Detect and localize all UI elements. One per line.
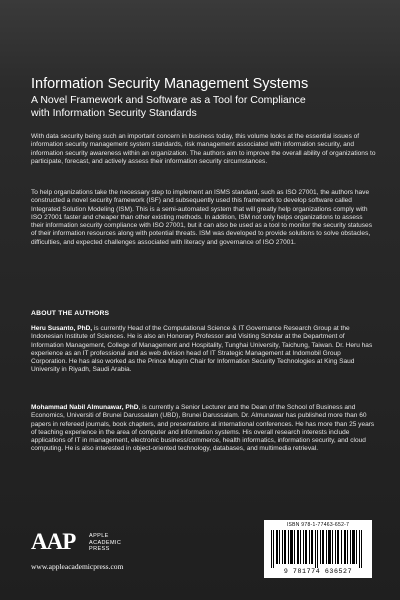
barcode-image [269,530,367,568]
publisher-name [89,533,121,553]
author-2-bio [31,404,376,454]
author-2-name: Mohammad Nabil Almunawar, PhD [31,404,139,411]
book-subtitle [31,94,376,119]
publisher-logo [31,530,151,558]
description-paragraph-1: With data security being such an important concern in business today, this volume looks at the essential issues of information security management system standards, risk management associated with information security, and information security awareness within an organization. The authors aim to improve the overall ability of organizations to participate, forecast, and actively assess their information security circumstances. [31,133,376,165]
author-1-name: Heru Susanto, PhD, [31,325,93,332]
publisher-name-line-3: PRESS [89,546,110,552]
isbn-barcode-block [264,520,372,578]
book-title: Information Security Management Systems [31,76,309,92]
subtitle-line-2: with Information Security Standards [31,106,197,119]
barcode-digits: 9 781774 636527 [283,568,353,575]
publisher-logo-mark: AAP [31,529,76,554]
description-paragraph-2: To help organizations take the necessary step to implement an ISMS standard, such as ISO 27001, the authors have constructed a novel security framework (ISF) and subsequently used this framework to develop software called Integrated Solution Modeling (ISM). This is a semi-automated system that will greatly help organizations comply with ISO 27001 faster and cheaper than other existing methods. In addition, ISM not only helps organizations to assess their information security compliance with ISO 27001, but it can also be used as a tool to monitor the security statuses of their information resources along with potential threats. ISM was developed to provide solutions to solve obstacles, difficulties, and expected challenges associated with literacy and governance of ISO 27001. [31,189,372,246]
isbn-label: ISBN 978-1-77463-652-7 [286,522,350,528]
author-1-bio-text: is currently Head of the Computational Science & IT Governance Research Group at the Indonesian Institute of Sciences. He is also an Honorary Professor and Visiting Scholar at the Department of Information Management, College of Management and Hospitality, Tunghai University, Taichung, Taiwan. Dr. Heru has experience as an IT professional and as web division head of IT Strategic Management at Indomobil Group Corporation. He has also worked as the Prince Muqrin Chair for Information Security Technologies at King Saud University in Riyadh, Saudi Arabia. [31,325,373,374]
author-1-bio [31,325,376,375]
publisher-name-line-2: ACADEMIC [89,539,122,546]
subtitle-line-1: A Novel Framework and Software as a Tool for Compliance [31,94,306,106]
about-authors-heading: ABOUT THE AUTHORS [31,310,110,317]
publisher-website: www.appleacademicpress.com [31,562,124,571]
publisher-name-line-1: APPLE [89,533,109,539]
author-2-bio-text: , is currently a Senior Lecturer and the Dean of the School of Business and Economics, Universiti of Brunei Darussalam (UBD), Brunei Darussalam. Dr. Almunawar has published more than 60 papers in refereed journals, book chapters, and presentations at international conferences. He has more than 25 years of teaching experience in the area of computer and information systems. His overall research interests include applications of IT in management, electronic business/commerce, health informatics, information security, and cloud computing. He is also interested in object-oriented technology, databases, and multimedia retrieval. [31,404,375,453]
